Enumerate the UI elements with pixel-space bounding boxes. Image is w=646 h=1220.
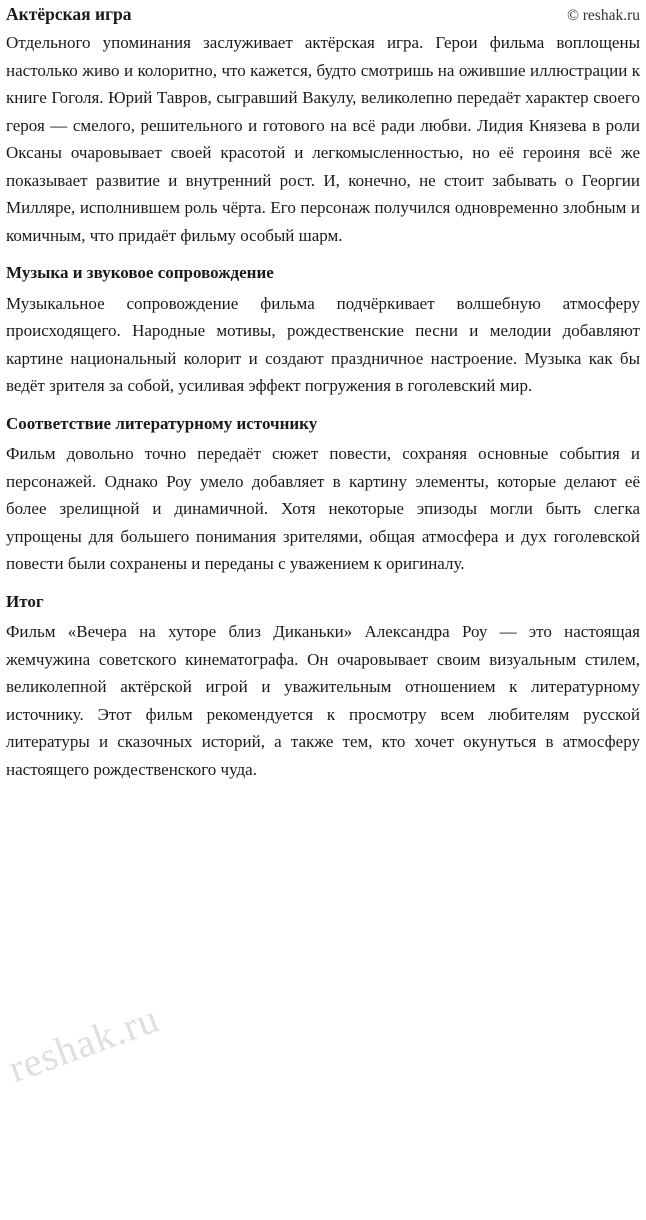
section-heading-music: Музыка и звуковое сопровождение xyxy=(6,263,274,283)
watermark-copyright: © reshak.ru xyxy=(567,7,640,24)
section-paragraph-music: Музыкальное сопровождение фильма подчёркивает волшебную атмосферу происходящего. Народные мотивы, рождественские песни и мелодии добавляют картине национальный колорит и создают праздничное настроение. Музыка как бы ведёт зрителя за собой, усиливая эффект погружения в гоголевский мир. xyxy=(6,293,640,396)
section-paragraph-source: Фильм довольно точно передаёт сюжет повести, сохраняя основные события и персонажей. Однако Роу умело добавляет в картину элементы, которые делают её более зрелищной и динамичной. Хотя некоторые эпизоды могли быть слегка упрощены для большего понимания зрителями, общая атмосфера и дух гоголевской повести были сохранены и переданы с уважением к оригиналу. xyxy=(6,444,640,574)
watermark-diagonal: reshak.ru xyxy=(2,995,166,1092)
section-heading-acting: Актёрская игра xyxy=(6,4,132,24)
section-paragraph-acting: Отдельного упоминания заслуживает актёрская игра. Герои фильма воплощены настолько живо и колоритно, что кажется, будто смотришь на ожившие иллюстрации к книге Гоголя. Юрий Тавров, сыгравший Вакулу, великолепно передаёт характер своего героя — смелого, решительного и готового на всё ради любви. Лидия Князева в роли Оксаны очаровывает своей красотой и легкомысленностью, но её героиня всё же показывает развитие и внутренний рост. И, конечно, не стоит забывать о Георгии Милляре, исполнившем роль чёрта. Его персонаж получился одновременно злобным и комичным, что придаёт фильму особый шарм. xyxy=(6,33,640,245)
page-header xyxy=(6,4,640,25)
section-paragraph-conclusion: Фильм «Вечера на хуторе близ Диканьки» Александра Роу — это настоящая жемчужина советского кинематографа. Он очаровывает своим визуальным стилем, великолепной актёрской игрой и уважительным отношением к литературному источнику. Этот фильм рекомендуется к просмотру всем любителям русской литературы и сказочных историй, а также тем, кто хочет окунуться в атмосферу настоящего рождественского чуда. xyxy=(6,622,640,779)
section-heading-source: Соответствие литературному источнику xyxy=(6,413,318,433)
section-heading-conclusion: Итог xyxy=(6,591,44,611)
